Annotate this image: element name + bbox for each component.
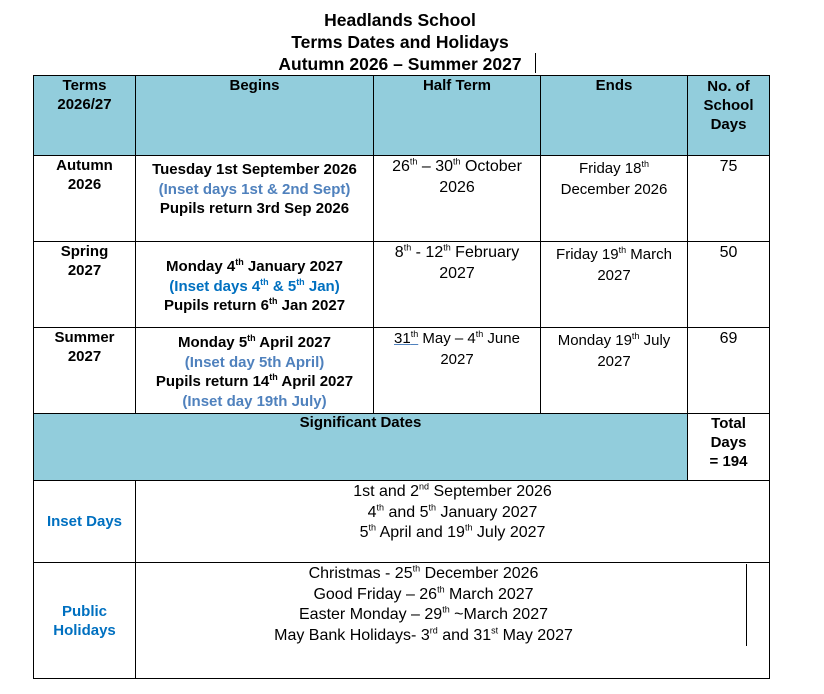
term-ends (541, 156, 688, 242)
inset-line-part2: and 5 (384, 503, 429, 521)
half-term-end-suffix: th (475, 329, 484, 339)
half-term-end-suffix: th (443, 242, 451, 253)
inset-note-part2: & 5 (268, 277, 297, 295)
half-term-start: 8 (394, 244, 404, 261)
half-term-start-suffix: th (403, 242, 412, 253)
public-holidays-row (34, 563, 770, 679)
inset-line-part3: July 2027 (472, 524, 546, 541)
inset-days-row (34, 481, 770, 563)
text-cursor (535, 53, 536, 73)
term-name-line1: Spring (60, 243, 109, 260)
holiday-line (136, 605, 711, 626)
holiday-line-suffix2: st (491, 625, 499, 636)
inset-note-suffix1: th (260, 276, 269, 287)
pupils-return-day: Pupils return 14 (155, 373, 270, 390)
header-days-line3: Days (710, 116, 747, 133)
inset-line-part1: 1st and 2 (353, 483, 420, 500)
inset-line-part1: 5 (359, 524, 369, 541)
ends-month: March 2027 (597, 246, 672, 284)
half-term-start-suffix: th (409, 156, 418, 167)
term-begins (136, 156, 374, 242)
holiday-line-part1: Good Friday – 26 (313, 585, 438, 603)
holiday-line-suffix1: th (412, 563, 421, 574)
begins-pupils-return (136, 372, 373, 392)
begins-date-day: Monday 4 (166, 258, 236, 275)
begins-date-suffix: th (235, 257, 244, 267)
term-half-term (374, 242, 541, 328)
pupils-return-day: Pupils return 6 (163, 297, 269, 314)
significant-dates-row (34, 414, 770, 481)
begins-date (136, 257, 373, 277)
header-days-line2: School (703, 97, 754, 114)
term-name (34, 242, 136, 328)
begins-inset-note: (Inset day 5th April) (184, 353, 325, 371)
inset-days-line (136, 482, 769, 503)
significant-dates-heading: Significant Dates (34, 414, 688, 481)
total-days (688, 414, 770, 481)
inset-line-part1: 4 (367, 503, 377, 521)
inset-note-suffix2: th (296, 276, 305, 287)
begins-date: Tuesday 1st September 2026 (152, 161, 357, 178)
begins-inset-note (136, 277, 373, 297)
holiday-line-part2: ~March 2027 (449, 606, 548, 623)
inset-line-part2: April and 19 (376, 524, 465, 541)
ends-day: Monday 19 (557, 332, 632, 349)
begins-inset-note: (Inset days 1st & 2nd Sept) (158, 180, 351, 198)
half-term-end: May – 4 (418, 330, 476, 347)
term-days: 69 (688, 328, 770, 414)
public-holidays-label-line2: Holidays (53, 621, 116, 639)
term-dates-table (33, 75, 770, 679)
public-holidays-lines (136, 564, 769, 646)
total-days-line2: Days (710, 434, 747, 451)
half-term-start-suffix: th (410, 329, 419, 339)
header-terms-line2: 2026/27 (57, 96, 112, 113)
half-term-start: 26 (392, 158, 410, 175)
total-days-line3: = 194 (709, 453, 748, 470)
holiday-line (136, 585, 711, 606)
ends-month: July 2027 (597, 332, 671, 370)
begins-date-day: Monday 5 (177, 334, 248, 351)
begins-date (136, 333, 373, 353)
term-days: 75 (688, 156, 770, 242)
page-subtitle: Terms Dates and Holidays (291, 32, 509, 52)
term-name-line2: 2026 (67, 176, 102, 193)
half-term-month: October 2026 (439, 158, 522, 196)
term-ends (541, 328, 688, 414)
half-term-start: 31 (394, 330, 411, 347)
public-holidays-label-line1: Public (61, 602, 107, 620)
term-days: 50 (688, 242, 770, 328)
inset-line-part3: January 2027 (436, 503, 538, 521)
ends-suffix: th (618, 245, 627, 255)
header-days-line1: No. of (707, 78, 750, 95)
inset-line-suffix2: th (428, 502, 436, 513)
inset-line-part2: September 2026 (429, 483, 552, 500)
term-name-line1: Summer (54, 329, 115, 346)
public-holidays-label (34, 563, 136, 679)
inset-days-line (136, 523, 769, 544)
begins-date-month: January 2027 (243, 258, 343, 275)
ends-suffix: th (641, 159, 650, 169)
pupils-return-month: Jan 2027 (277, 297, 346, 314)
begins-date-month: April 2027 (255, 334, 331, 351)
header-terms (34, 76, 136, 156)
begins-pupils-return (136, 296, 373, 316)
public-holidays-inner (136, 564, 769, 646)
term-row-autumn (34, 156, 770, 242)
inset-line-suffix2: th (464, 522, 473, 533)
header-terms-line1: Terms (62, 77, 107, 94)
total-days-line1: Total (711, 415, 746, 432)
holiday-line-part3: May 2027 (498, 626, 573, 644)
header-ends: Ends (541, 76, 688, 156)
header-begins: Begins (136, 76, 374, 156)
term-half-term (374, 156, 541, 242)
begins-inset-note-2: (Inset day 19th July) (182, 392, 327, 410)
cell-divider-line (746, 564, 747, 646)
holiday-line-part1: Easter Monday – 29 (299, 606, 443, 623)
term-name (34, 156, 136, 242)
ends-day: Friday 19 (556, 246, 619, 263)
holiday-line (136, 564, 711, 585)
term-ends (541, 242, 688, 328)
holiday-line-part1: Christmas - 25 (308, 565, 413, 582)
header-days (688, 76, 770, 156)
ends-suffix: th (631, 331, 640, 341)
holiday-line-suffix1: th (442, 604, 450, 615)
inset-line-suffix1: th (376, 502, 384, 513)
header-row (34, 76, 770, 156)
inset-days-list (136, 481, 770, 563)
half-term-start-underlined (394, 330, 418, 347)
holiday-line (136, 626, 711, 647)
half-term-end: - 12 (411, 244, 444, 261)
half-term-month: February 2027 (439, 244, 520, 282)
header-half-term: Half Term (374, 76, 541, 156)
inset-days-label: Inset Days (34, 481, 136, 563)
holiday-line-part2: December 2026 (420, 565, 539, 582)
term-name-line1: Autumn (56, 157, 113, 174)
year-range-title: Autumn 2026 – Summer 2027 (278, 54, 522, 74)
pupils-return-suffix: th (268, 296, 278, 306)
inset-note-part1: (Inset days 4 (169, 277, 261, 295)
term-half-term (374, 328, 541, 414)
holiday-line-part2: and 31 (437, 626, 492, 644)
inset-days-line (136, 503, 769, 524)
begins-pupils-return: Pupils return 3rd Sep 2026 (159, 200, 350, 217)
inset-line-suffix1: nd (419, 481, 430, 492)
term-name (34, 328, 136, 414)
half-term-end-suffix: th (453, 156, 461, 167)
term-begins (136, 242, 374, 328)
term-name-line2: 2027 (67, 262, 102, 279)
term-name-line2: 2027 (67, 348, 102, 365)
term-row-spring (34, 242, 770, 328)
holiday-line-suffix1: th (437, 584, 445, 595)
term-begins (136, 328, 374, 414)
pupils-return-month: April 2027 (277, 373, 354, 390)
begins-date-suffix: th (247, 333, 256, 343)
pupils-return-suffix: th (269, 372, 278, 382)
half-term-end: – 30 (417, 158, 454, 175)
public-holidays-list (136, 563, 770, 679)
ends-day: Friday 18 (578, 160, 642, 177)
inset-line-suffix1: th (368, 522, 376, 533)
school-title: Headlands School (324, 10, 476, 30)
term-row-summer (34, 328, 770, 414)
half-term-month: June 2027 (440, 330, 520, 368)
inset-note-part3: Jan) (304, 277, 340, 295)
holiday-line-part2: March 2027 (444, 585, 534, 603)
ends-month: December 2026 (560, 181, 668, 198)
holiday-line-suffix1: rd (429, 625, 438, 636)
holiday-line-part1: May Bank Holidays- 3 (274, 626, 430, 644)
